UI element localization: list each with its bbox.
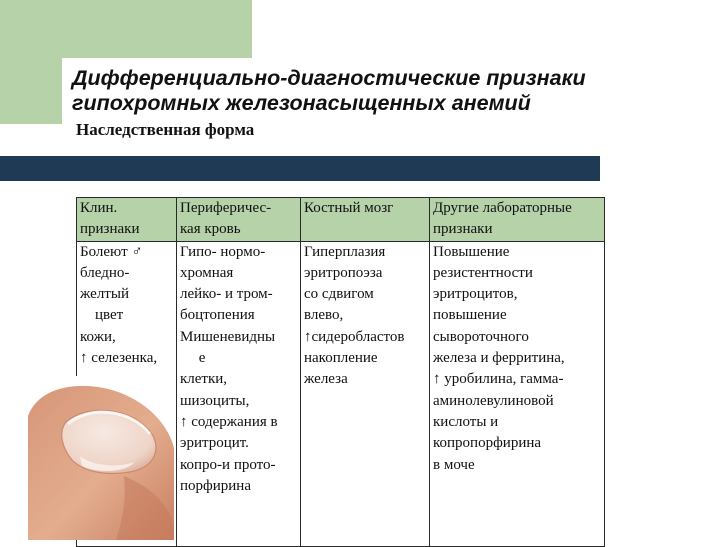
header-cell-marrow bbox=[301, 198, 430, 242]
cell-marrow-line: Гиперплазия bbox=[304, 243, 386, 260]
cell-marrow-line: со сдвигом bbox=[304, 286, 374, 303]
cell-blood-line: е bbox=[180, 350, 206, 367]
finger-nail-photo bbox=[28, 376, 174, 540]
table-header-row bbox=[77, 198, 605, 242]
cell-lab-line: кислоты и bbox=[433, 413, 499, 430]
cell-clinical-line: цвет bbox=[80, 307, 124, 324]
cell-blood-line: Гипо- нормо- bbox=[180, 243, 266, 260]
header-cell-clinical bbox=[77, 198, 177, 242]
cell-lab-line: ↑ уробилина, гамма- bbox=[433, 371, 564, 388]
cell-marrow-line: эритропоэза bbox=[304, 264, 383, 281]
decorative-divider-bar bbox=[0, 156, 600, 181]
slide-title bbox=[72, 66, 586, 116]
cell-lab-line: железа и ферритина, bbox=[433, 350, 565, 367]
slide-title-line-1: Дифференциально-диагностические признаки bbox=[72, 66, 586, 90]
cell-marrow-line: ↑сидеробластов bbox=[304, 328, 405, 345]
decorative-divider-cap bbox=[34, 156, 76, 181]
header-cell-blood bbox=[177, 198, 301, 242]
cell-lab-line: сывороточного bbox=[433, 328, 529, 345]
cell-blood-line: эритроцит. bbox=[180, 435, 249, 452]
cell-blood-line: лейко- и тром- bbox=[180, 286, 273, 303]
cell-lab-line: эритроцитов, bbox=[433, 286, 518, 303]
cell-blood-line: копро-и прото- bbox=[180, 456, 276, 473]
cell-lab-line: резистентности bbox=[433, 264, 533, 281]
cell-blood-line: ↑ содержания в bbox=[180, 413, 278, 430]
cell-marrow-line: влево, bbox=[304, 307, 344, 324]
cell-blood-line: хромная bbox=[180, 264, 234, 281]
header-lab-line-1: Другие лабораторные bbox=[433, 200, 572, 216]
cell-blood-line: порфирина bbox=[180, 477, 251, 494]
header-cell-lab bbox=[430, 198, 605, 242]
header-clinical-line-1: Клин. bbox=[80, 200, 118, 216]
cell-clinical-line: ↑ селезенка, bbox=[80, 350, 158, 367]
cell-marrow-line: железа bbox=[304, 371, 348, 388]
cell-blood-line: Мишеневидны bbox=[180, 328, 276, 345]
cell-lab-line: Повышение bbox=[433, 243, 510, 260]
cell-clinical-line: Болеют ♂ bbox=[80, 243, 143, 260]
cell-marrow bbox=[301, 241, 430, 546]
cell-blood-line: клетки, bbox=[180, 371, 228, 388]
cell-lab-line: копропорфирина bbox=[433, 435, 542, 452]
cell-lab-line: аминолевулиновой bbox=[433, 392, 554, 409]
cell-blood-line: шизоциты, bbox=[180, 392, 250, 409]
header-blood-line-1: Периферичес- bbox=[180, 200, 272, 216]
slide-subtitle: Наследственная форма bbox=[76, 120, 255, 139]
header-blood-line-2: кая кровь bbox=[180, 221, 241, 238]
header-clinical-line-2: признаки bbox=[80, 221, 140, 238]
cell-lab-line: в моче bbox=[433, 456, 475, 473]
cell-lab-line: повышение bbox=[433, 307, 507, 324]
cell-clinical-line: кожи, bbox=[80, 328, 116, 345]
cell-lab bbox=[430, 241, 605, 546]
header-marrow-line-1: Костный мозг bbox=[304, 200, 394, 216]
slide-title-line-2: гипохромных железонасыщенных анемий bbox=[72, 91, 531, 115]
cell-marrow-line: накопление bbox=[304, 350, 378, 367]
cell-blood bbox=[177, 241, 301, 546]
cell-clinical-line: желтый bbox=[80, 286, 129, 303]
cell-clinical-line: бледно- bbox=[80, 264, 130, 281]
header-lab-line-2: признаки bbox=[433, 221, 493, 238]
cell-blood-line: боцтопения bbox=[180, 307, 255, 324]
